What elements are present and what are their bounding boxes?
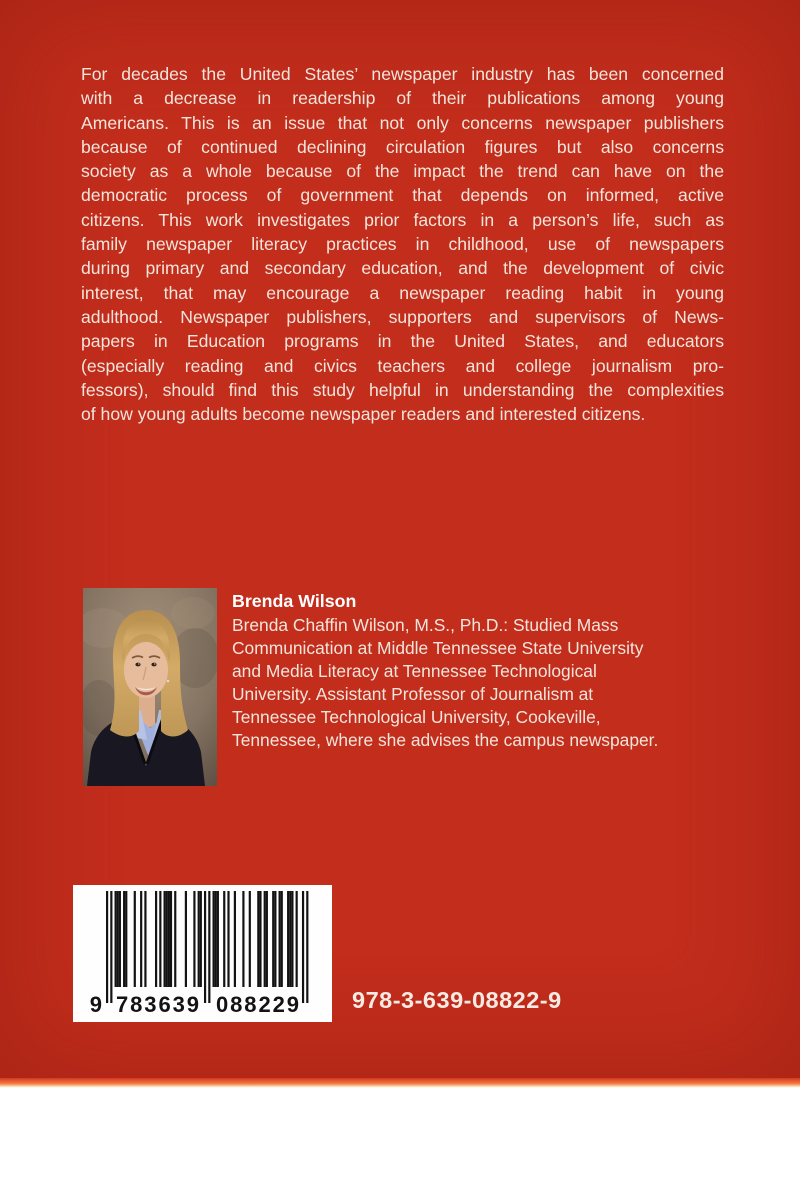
- ean13-barcode: [73, 885, 332, 1022]
- svg-text:9: 9: [89, 992, 102, 1017]
- author-bio-line: University. Assistant Professor of Journalism at: [232, 684, 594, 704]
- cover-bottom-edge-gradient: [0, 1078, 800, 1088]
- synopsis-line: during primary and secondary education, and the development of civic: [81, 258, 724, 279]
- synopsis-line: fessors), should find this study helpful in understanding the complexities: [81, 379, 724, 400]
- svg-text:088229: 088229: [216, 992, 299, 1017]
- synopsis-line: of how young adults become newspaper readers and interested citizens.: [81, 404, 646, 425]
- author-bio-line: Communication at Middle Tennessee State University: [232, 638, 644, 658]
- author-portrait-illustration: [83, 588, 217, 786]
- synopsis-line: papers in Education programs in the United States, and educators: [81, 331, 724, 352]
- author-bio-line: Tennessee, where she advises the campus newspaper.: [232, 730, 659, 750]
- synopsis-line: society as a whole because of the impact the trend can have on the: [81, 161, 724, 182]
- author-info: [232, 589, 702, 752]
- synopsis-line: adulthood. Newspaper publishers, supporters and supervisors of News-: [81, 306, 724, 327]
- author-portrait-photo: [83, 588, 217, 786]
- synopsis-text: [81, 62, 724, 426]
- author-bio-line: and Media Literacy at Tennessee Technological: [232, 661, 597, 681]
- synopsis-line: interest, that may encourage a newspaper reading habit in young: [81, 282, 724, 303]
- author-bio-line: Brenda Chaffin Wilson, M.S., Ph.D.: Studied Mass: [232, 615, 619, 635]
- synopsis-line: For decades the United States’ newspaper industry has been concerned: [81, 64, 724, 84]
- synopsis-line: with a decrease in readership of their publications among young: [81, 88, 724, 109]
- barcode-bars: [73, 885, 332, 1022]
- synopsis-line: family newspaper literacy practices in childhood, use of newspapers: [81, 234, 724, 255]
- synopsis-line: (especially reading and civics teachers and college journalism pro-: [81, 355, 724, 376]
- author-bio-line: Tennessee Technological University, Cookeville,: [232, 707, 601, 727]
- isbn-number: 978-3-639-08822-9: [352, 987, 562, 1013]
- svg-text:783639: 783639: [116, 992, 199, 1017]
- author-name: Brenda Wilson: [232, 591, 357, 611]
- synopsis-line: because of continued declining circulation figures but also concerns: [81, 136, 724, 157]
- author-bio: [232, 614, 702, 752]
- synopsis-line: democratic process of government that depends on informed, active: [81, 185, 724, 206]
- synopsis-line: citizens. This work investigates prior factors in a person’s life, such as: [81, 209, 724, 230]
- synopsis-line: Americans. This is an issue that not only concerns newspaper publishers: [81, 112, 724, 133]
